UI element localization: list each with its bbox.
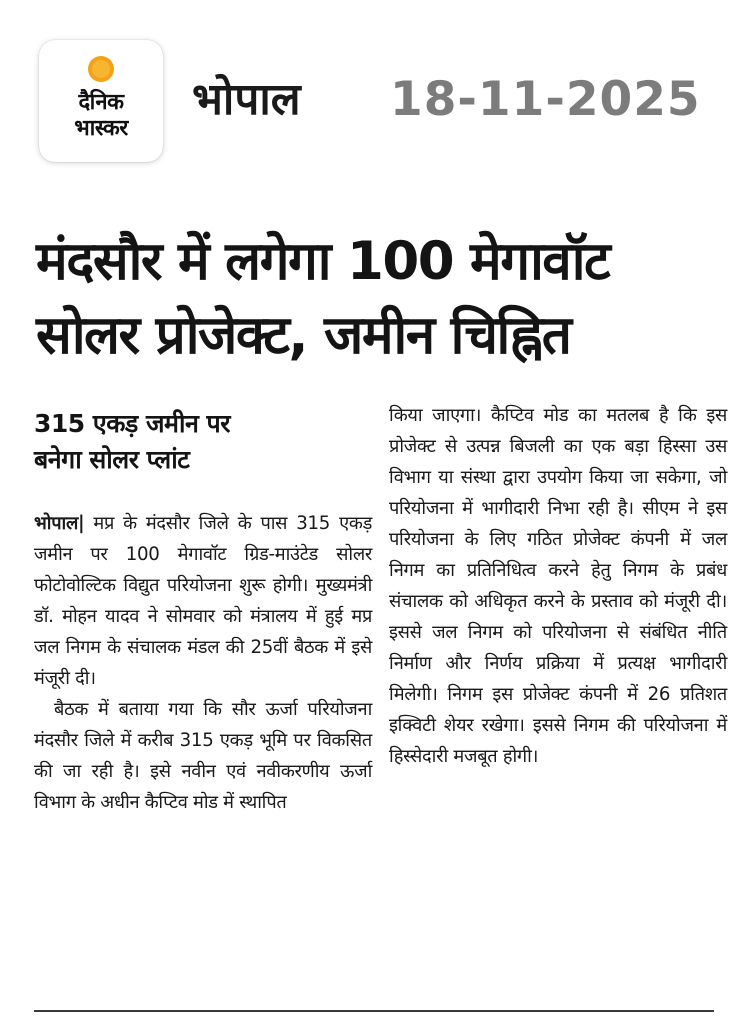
subheadline-line-2: बनेगा सोलर प्लांट <box>34 445 190 474</box>
paragraph-3: किया जाएगा। कैप्टिव मोड का मतलब है कि इस प्रोजेक्ट से उत्पन्न बिजली का एक बड़ा हिस्सा उस विभाग या संस्था द्वारा उपयोग किया जा सकेगा, जो परियोजना में भागीदारी निभा रही है। सीएम ने इस परियोजना के लिए गठित प्रोजेक्ट कंपनी में जल निगम का प्रतिनिधित्व करने हेतु निगम के प्रबंध संचालक को अधिकृत करने के प्रस्ताव को मंजूरी दी। इससे जल निगम को परियोजना से संबंधित नीति निर्माण और निर्णय प्रक्रिया में प्रत्यक्ष भागीदारी मिलेगी। निगम इस प्रोजेक्ट कंपनी में 26 प्रतिशत इक्विटी शेयर रखेगा। इससे निगम की परियोजना में हिस्सेदारी मजबूत होगी। <box>389 405 727 767</box>
article-column-right <box>389 400 727 772</box>
headline <box>36 228 726 370</box>
logo-line-1: दैनिक <box>78 90 124 115</box>
logo-wordmark <box>39 90 163 142</box>
article-column-left <box>34 400 372 818</box>
sun-icon <box>86 54 116 84</box>
paragraph-1 <box>34 508 372 694</box>
edition-city: भोपाल <box>192 74 301 125</box>
paragraph-2: बैठक में बताया गया कि सौर ऊर्जा परियोजना मंदसौर जिले में करीब 315 एकड़ भूमि पर विकसित की जा रही है। इसे नवीन एवं नवीकरणीय ऊर्जा विभाग के अधीन कैप्टिव मोड में स्थापित <box>34 699 372 813</box>
subheadline <box>34 406 372 478</box>
dainik-bhaskar-logo <box>39 40 163 162</box>
headline-line-2: सोलर प्रोजेक्ट, जमीन चिह्नित <box>36 305 571 366</box>
paragraph-1-text: मप्र के मंदसौर जिले के पास 315 एकड़ जमीन पर 100 मेगावॉट ग्रिड-माउंटेड सोलर फोटोवोल्टिक विद्युत परियोजना शुरू होगी। मुख्यमंत्री डॉ. मोहन यादव ने सोमवार को मंत्रालय में हुई मप्र जल निगम के संचालक मंडल की 25वीं बैठक में इसे मंजूरी दी। <box>34 513 372 689</box>
edition-date: 18-11-2025 <box>390 72 701 127</box>
dateline: भोपाल| <box>34 513 85 534</box>
subheadline-line-1: 315 एकड़ जमीन पर <box>34 409 230 438</box>
bottom-divider <box>34 1010 714 1012</box>
logo-line-2: भास्कर <box>74 116 128 141</box>
headline-line-1: मंदसौर में लगेगा 100 मेगावॉट <box>36 231 610 292</box>
